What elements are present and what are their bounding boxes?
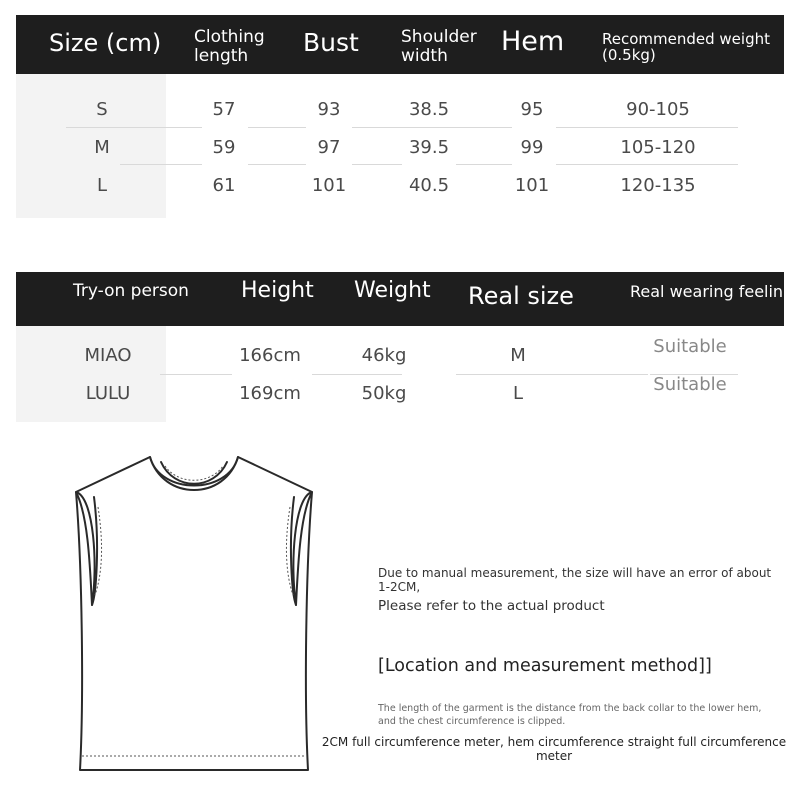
header-clothing-length-line1: Clothing [194, 27, 265, 47]
sleeveless-tshirt-icon [68, 445, 328, 780]
row-divider [160, 374, 232, 375]
height-cell: 169cm [239, 383, 301, 404]
header-shoulder-line1: Shoulder [401, 27, 477, 47]
hem-cell: 95 [520, 99, 544, 120]
row-divider [556, 127, 738, 128]
shoulder-cell: 39.5 [408, 137, 450, 158]
bust-cell: 97 [317, 137, 341, 158]
shoulder-cell: 38.5 [408, 99, 450, 120]
header-clothing-length-line2: length [194, 46, 249, 66]
size-table-header [16, 15, 784, 74]
header-weight-line2: (0.5kg) [602, 46, 656, 64]
person-cell: LULU [85, 383, 131, 404]
row-divider [120, 164, 202, 165]
row-divider [556, 164, 738, 165]
height-cell: 166cm [239, 345, 301, 366]
method-desc-line1: The length of the garment is the distance from the back collar to the lower hem, [378, 703, 762, 714]
header-weight: Weight [354, 278, 431, 303]
header-tryon-person: Try-on person [73, 281, 189, 301]
weight-cell: 46kg [361, 345, 407, 366]
row-divider [456, 374, 648, 375]
header-weight-line1: Recommended weight [602, 30, 770, 48]
error-note-line2: 1-2CM, [378, 580, 421, 594]
size-cell: S [96, 99, 108, 120]
weight-cell: 50kg [361, 383, 407, 404]
shoulder-cell: 40.5 [408, 175, 450, 196]
person-cell: MIAO [84, 345, 132, 366]
method-title: [Location and measurement method]] [378, 656, 712, 676]
row-divider [66, 127, 202, 128]
tryon-table-header [16, 272, 784, 326]
hem-cell: 101 [514, 175, 550, 196]
real-size-cell: L [512, 383, 524, 404]
row-divider [248, 164, 306, 165]
size-cell: L [96, 175, 108, 196]
real-size-cell: M [510, 345, 526, 366]
method-desc-line2: and the chest circumference is clipped. [378, 716, 566, 727]
length-cell: 59 [212, 137, 236, 158]
weight-cell: 105-120 [620, 137, 696, 158]
row-divider [352, 127, 512, 128]
header-bust: Bust [303, 28, 359, 57]
header-height: Height [241, 278, 314, 303]
hem-cell: 99 [520, 137, 544, 158]
header-wearing-feeling: Real wearing feelin [630, 282, 784, 301]
header-hem: Hem [501, 26, 565, 57]
header-real-size: Real size [468, 282, 574, 310]
header-shoulder-line2: width [401, 46, 448, 66]
row-divider [312, 374, 402, 375]
header-size: Size (cm) [49, 29, 162, 57]
error-note-line1: Due to manual measurement, the size will have an error of about [378, 566, 772, 580]
circumference-note-line2: meter [535, 749, 573, 763]
row-divider [352, 164, 402, 165]
refer-note: Please refer to the actual product [378, 598, 605, 614]
weight-cell: 120-135 [620, 175, 696, 196]
length-cell: 57 [212, 99, 236, 120]
circumference-note-line1: 2CM full circumference meter, hem circumference straight full circumference [321, 735, 787, 749]
size-cell: M [94, 137, 110, 158]
feeling-cell: Suitable [653, 374, 727, 395]
bust-cell: 93 [317, 99, 341, 120]
weight-cell: 90-105 [626, 99, 690, 120]
row-divider [456, 164, 512, 165]
length-cell: 61 [212, 175, 236, 196]
feeling-cell: Suitable [653, 336, 727, 357]
row-divider [248, 127, 306, 128]
bust-cell: 101 [311, 175, 347, 196]
